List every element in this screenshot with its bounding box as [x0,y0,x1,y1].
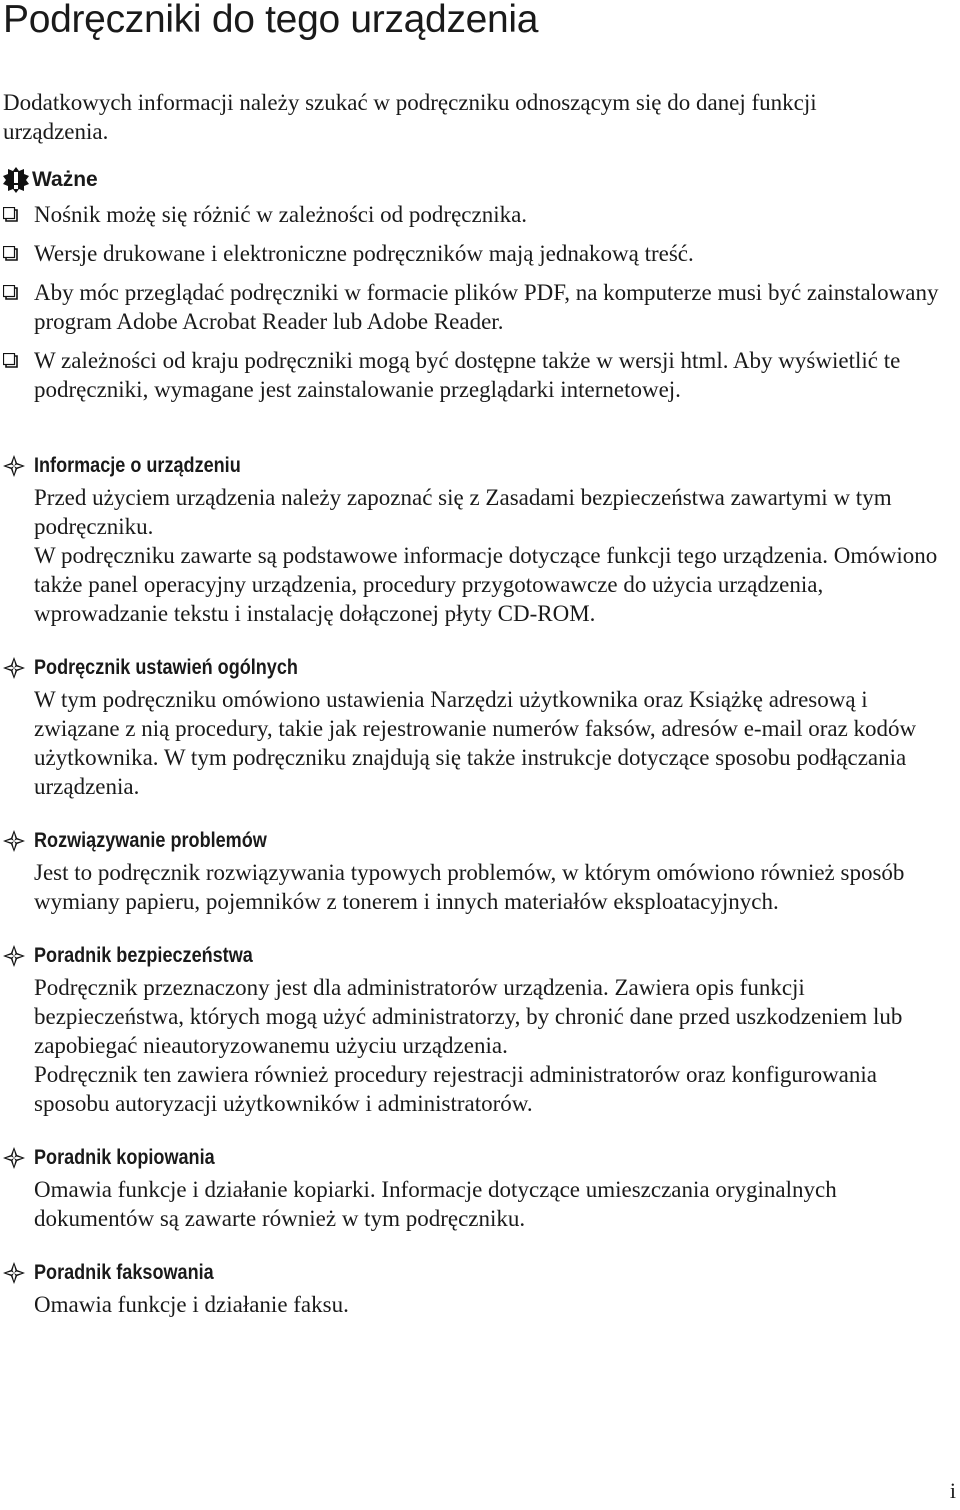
diamond-bullet-icon [2,656,26,680]
important-item-text: Wersje drukowane i elektroniczne podręczników mają jednakową treść. [34,241,694,266]
section-paragraph: Przed użyciem urządzenia należy zapoznać się z Zasadami bezpieczeństwa zawartymi w tym podręczniku. [34,485,892,539]
section-title: Rozwiązywanie problemów [34,829,267,852]
section-heading [2,825,942,857]
section-informacje-o-urzadzeniu [2,450,942,628]
important-item [2,278,942,336]
section-paragraph: Podręcznik ten zawiera również procedury rejestracji administratorów oraz konfigurowania sposobu autoryzacji użytkowników i administratorów. [34,1062,877,1116]
section-body [2,685,942,801]
important-item [2,239,942,268]
page-number: i [949,1478,956,1503]
important-item [2,200,942,229]
important-label: Ważne [32,168,98,191]
diamond-bullet-icon [2,944,26,968]
section-body [2,1290,942,1319]
section-title: Podręcznik ustawień ogólnych [34,656,298,679]
section-title: Poradnik bezpieczeństwa [34,944,253,967]
section-title: Poradnik faksowania [34,1261,214,1284]
section-heading [2,450,942,482]
section-body [2,858,942,916]
important-item [2,346,942,404]
diamond-bullet-icon [2,1146,26,1170]
important-list [2,200,942,404]
section-paragraph: Omawia funkcje i działanie kopiarki. Informacje dotyczące umieszczania oryginalnych dokumentów są zawarte również w tym podręczniku. [34,1177,837,1231]
section-body [2,1175,942,1233]
page-title: Podręczniki do tego urządzenia [3,0,539,41]
section-paragraph: W tym podręczniku omówiono ustawienia Narzędzi użytkownika oraz Książkę adresową i związane z nią procedury, takie jak rejestrowanie numerów faksów, adresów e-mail oraz kodów użytkownika. W tym podręczniku znajdują się także instrukcje dotyczące sposobu podłączania urządzenia. [34,687,917,799]
section-title: Poradnik kopiowania [34,1146,215,1169]
important-note [2,165,942,414]
important-item-text: Nośnik możę się różnić w zależności od podręcznika. [34,202,528,227]
checkbox-square-icon [3,207,18,222]
section-paragraph: Omawia funkcje i działanie faksu. [34,1292,349,1317]
section-poradnik-faksowania [2,1257,942,1319]
manual-sections [2,450,942,1343]
section-title: Informacje o urządzeniu [34,454,241,477]
section-podrecznik-ustawien-ogolnych [2,652,942,801]
important-item-text: W zależności od kraju podręczniki mogą być dostępne także w wersji html. Aby wyświetlić te podręczniki, wymagane jest zainstalowanie przeglądarki internetowej. [34,348,901,402]
section-heading [2,940,942,972]
important-item-text: Aby móc przeglądać podręczniki w formacie plików PDF, na komputerze musi być zainstalowany program Adobe Acrobat Reader lub Adobe Reader. [34,280,939,334]
section-heading [2,1257,942,1289]
diamond-bullet-icon [2,829,26,853]
section-paragraph: W podręczniku zawarte są podstawowe informacje dotyczące funkcji tego urządzenia. Omówiono także panel operacyjny urządzenia, procedury przygotowawcze do użycia urządzenia, wprowadzanie tekstu i instalację dołączonej płyty CD-ROM. [34,543,938,626]
diamond-bullet-icon [2,1261,26,1285]
section-heading [2,652,942,684]
section-paragraph: Podręcznik przeznaczony jest dla administratorów urządzenia. Zawiera opis funkcji bezpieczeństwa, których mogą użyć administratorzy, by chronić dane przed uszkodzeniem lub zapobiegać nieautoryzowanemu użyciu urządzenia. [34,975,903,1058]
checkbox-square-icon [3,285,18,300]
checkbox-square-icon [3,246,18,261]
section-heading [2,1142,942,1174]
section-body [2,973,942,1118]
section-poradnik-kopiowania [2,1142,942,1233]
intro-paragraph: Dodatkowych informacji należy szukać w podręczniku odnoszącym się do danej funkcji urządzenia. [3,90,817,144]
diamond-bullet-icon [2,454,26,478]
important-icon [2,166,30,194]
section-rozwiazywanie-problemow [2,825,942,916]
important-heading [2,165,942,195]
checkbox-square-icon [3,353,18,368]
section-poradnik-bezpieczenstwa [2,940,942,1118]
section-body [2,483,942,628]
section-paragraph: Jest to podręcznik rozwiązywania typowych problemów, w którym omówiono również sposób wymiany papieru, pojemników z tonerem i innych materiałów eksploatacyjnych. [34,860,905,914]
